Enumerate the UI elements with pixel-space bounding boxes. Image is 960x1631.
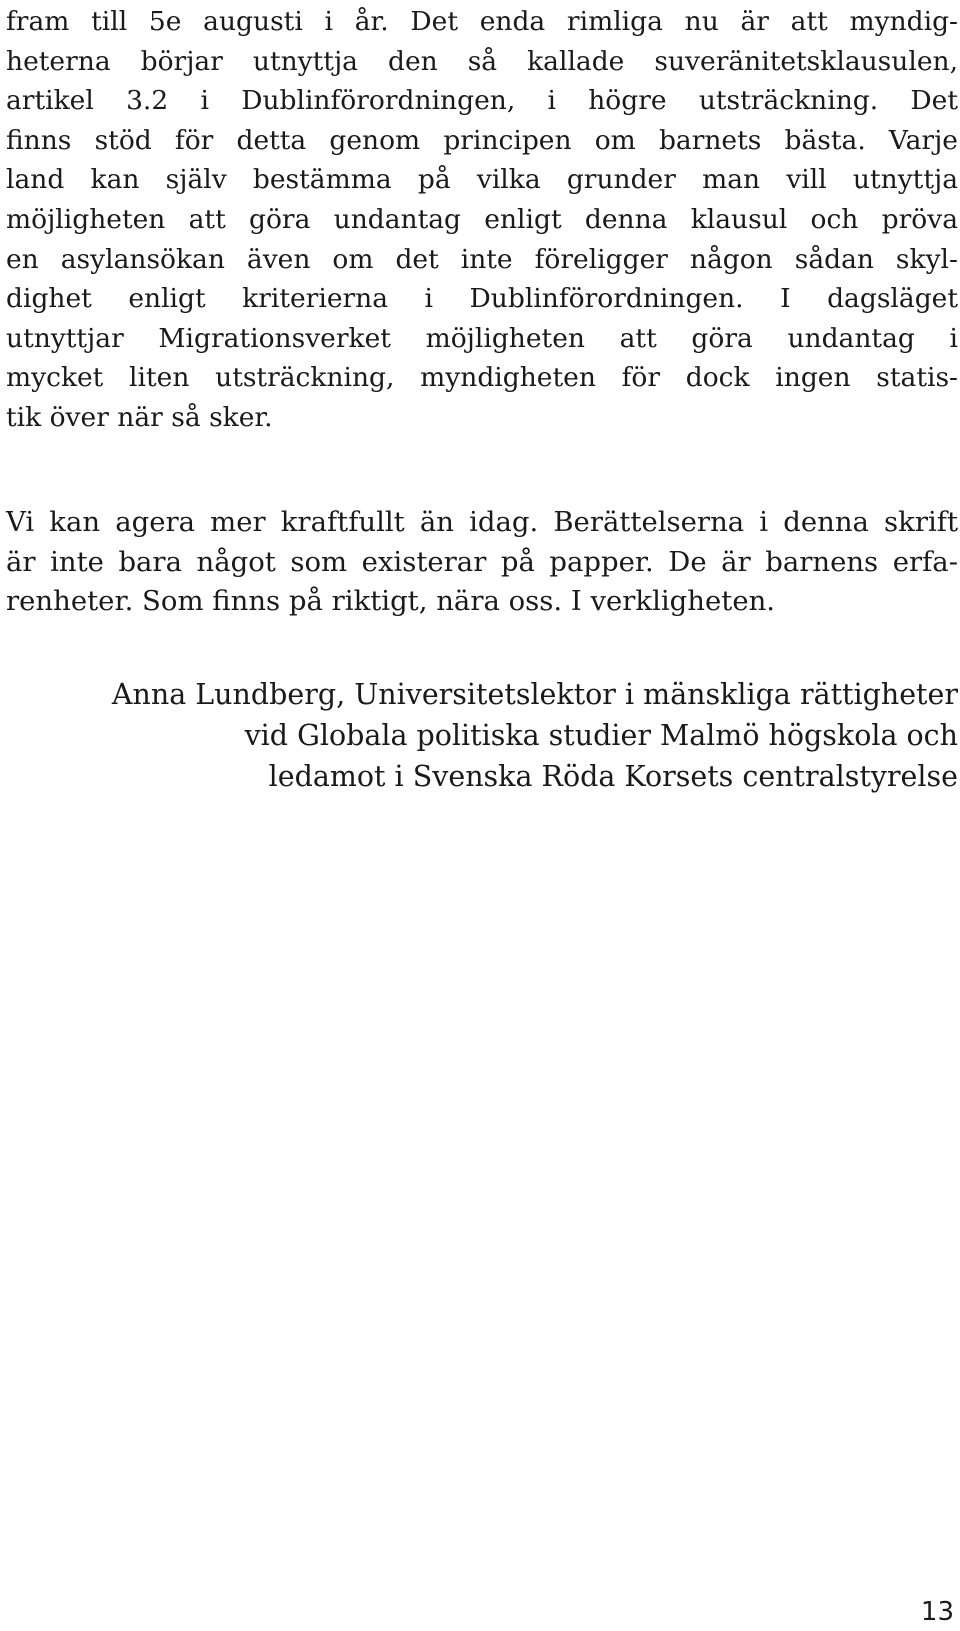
page-number: 13 — [920, 1597, 954, 1627]
body-paragraph-1 — [6, 2, 958, 438]
signature-line: vid Globala politiska studier Malmö högskola och — [244, 719, 958, 752]
paragraph-line: renheter. Som finns på riktigt, nära oss. I verkligheten. — [6, 585, 776, 618]
paragraph-line: är inte bara något som existerar på papper. De är barnens erfa- — [6, 545, 958, 578]
paragraph-line: artikel 3.2 i Dublinförordningen, i högre utsträckning. Det — [6, 85, 958, 117]
signature-line: ledamot i Svenska Röda Korsets centralstyrelse — [268, 760, 958, 793]
paragraph-line: utnyttjar Migrationsverket möjligheten att göra undantag i — [6, 322, 958, 354]
paragraph-line: fram till 5e augusti i år. Det enda rimliga nu är att myndig- — [6, 6, 958, 37]
author-signature — [6, 674, 958, 797]
paragraph-line: finns stöd för detta genom principen om barnets bästa. Varje — [6, 124, 958, 156]
paragraph-line: en asylansökan även om det inte föreligger någon sådan skyl- — [6, 243, 958, 275]
paragraph-line: mycket liten utsträckning, myndigheten för dock ingen statis- — [6, 362, 958, 394]
paragraph-line: möjligheten att göra undantag enligt denna klausul och pröva — [6, 203, 958, 235]
paragraph-line: Vi kan agera mer kraftfullt än idag. Berättelserna i denna skrift — [6, 506, 958, 538]
paragraph-line: heterna börjar utnyttja den så kallade suveränitetsklausulen, — [6, 45, 958, 77]
signature-line: Anna Lundberg, Universitetslektor i mänskliga rättigheter — [111, 678, 958, 711]
paragraph-line: tik över när så sker. — [6, 401, 273, 433]
paragraph-line: dighet enligt kriterierna i Dublinförordningen. I dagsläget — [6, 283, 958, 315]
paragraph-line: land kan själv bestämma på vilka grunder man vill utnyttja — [6, 164, 958, 196]
body-paragraph-2 — [6, 503, 958, 622]
